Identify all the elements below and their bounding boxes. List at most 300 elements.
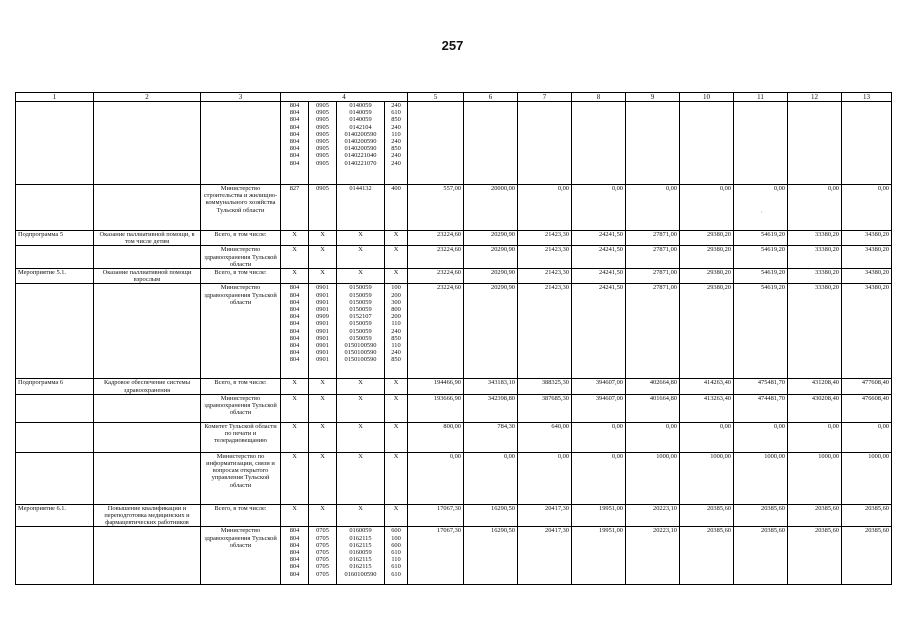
amount-cell-year-8: 24241,50 <box>572 231 626 246</box>
expense-type-cell <box>385 284 408 379</box>
row-executor-cell: Министерство здравоохранения Тульской области <box>201 527 281 585</box>
amount-cell-year-11: 54619,20 <box>734 231 788 246</box>
section-code-cell <box>309 284 337 379</box>
row-name-cell <box>94 284 201 379</box>
ministry-code-cell <box>281 231 309 246</box>
expense-type-cell <box>385 185 408 231</box>
amount-cell-year-13: 1000,00 <box>842 452 892 504</box>
code-line: 0901 <box>316 291 329 299</box>
amount-cell-year-8 <box>572 102 626 185</box>
column-header-3: 3 <box>201 93 281 102</box>
ministry-code-cell <box>281 394 309 422</box>
code-line: 0905 <box>316 123 329 131</box>
code-line: 804 <box>289 284 300 292</box>
code-line: 0150059 <box>349 298 372 306</box>
amount-cell-year-6: 16290,50 <box>464 527 518 585</box>
code-line: 0901 <box>316 356 329 364</box>
expense-type-cell <box>385 246 408 269</box>
amount-cell-year-12: 33380,20 <box>788 231 842 246</box>
amount-cell-year-10: 0,00 <box>680 185 734 231</box>
column-header-8: 8 <box>572 93 626 102</box>
code-line: 100 <box>391 534 401 542</box>
amount-cell-year-7: 0,00 <box>518 452 572 504</box>
code-line: X <box>393 452 399 460</box>
column-header-13: 13 <box>842 93 892 102</box>
target-article-cell <box>337 246 385 269</box>
code-line: 804 <box>289 341 300 349</box>
code-line: X <box>393 379 399 387</box>
amount-cell-year-7: 640,00 <box>518 422 572 452</box>
code-line: 804 <box>289 570 300 578</box>
code-line: 0140221070 <box>344 159 377 167</box>
row-code-cell <box>16 246 94 269</box>
code-line: 850 <box>391 356 401 364</box>
code-line: 804 <box>289 349 300 357</box>
code-line: X <box>358 504 363 512</box>
code-line: X <box>358 269 363 277</box>
code-line: X <box>320 422 325 430</box>
code-line: 804 <box>289 527 300 535</box>
code-line: 0901 <box>316 334 329 342</box>
table-row <box>16 185 892 231</box>
code-line: X <box>320 379 325 387</box>
code-line: 110 <box>391 130 401 138</box>
amount-cell-year-6: 343183,10 <box>464 379 518 394</box>
section-code-cell <box>309 394 337 422</box>
amount-cell-year-11 <box>734 102 788 185</box>
amount-cell-year-6: 16290,50 <box>464 504 518 527</box>
amount-cell-year-6: 20290,90 <box>464 231 518 246</box>
code-line: 804 <box>289 159 300 167</box>
amount-cell-year-12 <box>788 102 842 185</box>
amount-cell-year-7: 387685,30 <box>518 394 572 422</box>
row-executor-cell: Министерство по информатизации, связи и вопросам открытого управления Тульской области <box>201 452 281 504</box>
code-line: 0140059 <box>349 109 372 117</box>
target-article-cell <box>337 394 385 422</box>
target-article-cell <box>337 185 385 231</box>
code-line: 110 <box>391 341 401 349</box>
code-line: 610 <box>391 109 401 117</box>
amount-cell-year-6: 20000,00 <box>464 185 518 231</box>
ministry-code-cell <box>281 379 309 394</box>
code-line: 240 <box>391 102 401 109</box>
amount-cell-year-6: 20290,90 <box>464 246 518 269</box>
row-executor-cell: Комитет Тульской области по печати и телерадиовещанию <box>201 422 281 452</box>
section-code-cell <box>309 527 337 585</box>
code-line: 0150059 <box>349 320 372 328</box>
amount-cell-year-10: 29380,20 <box>680 231 734 246</box>
table-row <box>16 246 892 269</box>
code-line: 0144132 <box>349 185 372 192</box>
code-line: 110 <box>391 556 401 564</box>
code-line: 0705 <box>316 563 329 571</box>
row-name-cell: Оказание паллиативной помощи взрослым <box>94 269 201 284</box>
code-line: X <box>292 379 297 387</box>
code-line: 0901 <box>316 298 329 306</box>
row-name-cell <box>94 102 201 185</box>
row-name-cell <box>94 527 201 585</box>
amount-cell-year-8: 394607,00 <box>572 394 626 422</box>
code-line: 240 <box>391 327 401 335</box>
expense-type-cell <box>385 504 408 527</box>
code-line: 0152107 <box>349 313 372 321</box>
target-article-cell <box>337 452 385 504</box>
code-line: 0140059 <box>349 102 372 109</box>
code-line: 0901 <box>316 341 329 349</box>
ministry-code-cell <box>281 246 309 269</box>
table-row <box>16 231 892 246</box>
code-line: 600 <box>391 527 401 535</box>
code-line: 804 <box>289 109 300 117</box>
section-code-cell <box>309 102 337 185</box>
amount-cell-year-11: 0,00 <box>734 185 788 231</box>
expense-type-cell <box>385 394 408 422</box>
amount-cell-year-8: 394607,00 <box>572 379 626 394</box>
code-line: 0162115 <box>349 534 372 542</box>
code-line: 0140059 <box>349 116 372 124</box>
expense-type-cell <box>385 379 408 394</box>
code-line: 240 <box>391 152 401 160</box>
amount-cell-year-7: 0,00 <box>518 185 572 231</box>
amount-cell-year-9 <box>626 102 680 185</box>
code-line: 600 <box>391 541 401 549</box>
expense-type-cell <box>385 269 408 284</box>
amount-cell-year-9: 27871,00 <box>626 284 680 379</box>
amount-cell-year-10: 414263,40 <box>680 379 734 394</box>
amount-cell-year-8: 19951,00 <box>572 504 626 527</box>
table-body <box>16 93 892 585</box>
code-line: X <box>393 269 399 277</box>
code-line: 804 <box>289 549 300 556</box>
amount-cell-year-13: 34380,20 <box>842 246 892 269</box>
column-header-4: 4 <box>281 93 408 102</box>
code-line: X <box>393 394 399 402</box>
code-line: X <box>320 452 325 460</box>
expense-type-cell <box>385 527 408 585</box>
scan-mark: · <box>760 208 763 217</box>
amount-cell-year-9: 20223,10 <box>626 527 680 585</box>
ministry-code-cell <box>281 527 309 585</box>
amount-cell-year-6: 784,30 <box>464 422 518 452</box>
code-line: 0150059 <box>349 284 372 292</box>
amount-cell-year-9: 27871,00 <box>626 231 680 246</box>
amount-cell-year-11: 1000,00 <box>734 452 788 504</box>
amount-cell-year-5: 193666,90 <box>408 394 464 422</box>
target-article-cell <box>337 231 385 246</box>
table-row <box>16 269 892 284</box>
code-line: 0705 <box>316 549 329 556</box>
code-line: 0140200590 <box>344 145 377 153</box>
code-line: X <box>358 452 363 460</box>
code-line: 0150059 <box>349 305 372 313</box>
amount-cell-year-13: 0,00 <box>842 185 892 231</box>
column-header-11: 11 <box>734 93 788 102</box>
amount-cell-year-11: 54619,20 <box>734 284 788 379</box>
column-header-10: 10 <box>680 93 734 102</box>
ministry-code-cell <box>281 102 309 185</box>
amount-cell-year-5: 800,00 <box>408 422 464 452</box>
target-article-cell <box>337 269 385 284</box>
amount-cell-year-6: 20290,90 <box>464 269 518 284</box>
amount-cell-year-8: 24241,50 <box>572 246 626 269</box>
code-line: 0140221040 <box>344 152 377 160</box>
code-line: X <box>320 394 325 402</box>
code-line: 0160059 <box>349 549 372 556</box>
row-executor-cell: Всего, в том числе: <box>201 504 281 527</box>
amount-cell-year-5: 23224,60 <box>408 231 464 246</box>
code-line: 804 <box>289 145 300 153</box>
code-line: 0150059 <box>349 291 372 299</box>
code-line: X <box>393 422 399 430</box>
amount-cell-year-7: 21423,30 <box>518 231 572 246</box>
amount-cell-year-11: 20385,60 <box>734 527 788 585</box>
row-name-cell <box>94 246 201 269</box>
code-line: X <box>320 246 325 254</box>
amount-cell-year-13: 0,00 <box>842 422 892 452</box>
ministry-code-cell <box>281 284 309 379</box>
row-name-cell <box>94 422 201 452</box>
amount-cell-year-5: 17067,30 <box>408 527 464 585</box>
table-row <box>16 379 892 394</box>
code-line: 804 <box>289 327 300 335</box>
amount-cell-year-9: 0,00 <box>626 185 680 231</box>
code-line: 804 <box>289 534 300 542</box>
amount-cell-year-11: 54619,20 <box>734 269 788 284</box>
amount-cell-year-7: 21423,30 <box>518 284 572 379</box>
code-line: 240 <box>391 349 401 357</box>
code-line: 610 <box>391 570 401 578</box>
code-line: X <box>292 231 297 238</box>
target-article-cell <box>337 284 385 379</box>
row-executor-cell: Всего, в том числе: <box>201 231 281 246</box>
code-line: X <box>358 422 363 430</box>
code-line: X <box>358 394 363 402</box>
expense-type-cell <box>385 231 408 246</box>
amount-cell-year-12: 0,00 <box>788 422 842 452</box>
amount-cell-year-9: 401664,80 <box>626 394 680 422</box>
row-code-cell <box>16 394 94 422</box>
amount-cell-year-13: 477608,40 <box>842 379 892 394</box>
amount-cell-year-6: 20290,90 <box>464 284 518 379</box>
code-line: 850 <box>391 145 401 153</box>
amount-cell-year-10: 29380,20 <box>680 246 734 269</box>
row-executor-cell: Министерство здравоохранения Тульской области <box>201 246 281 269</box>
code-line: 0905 <box>316 152 329 160</box>
code-line: 0140200590 <box>344 130 377 138</box>
row-code-cell <box>16 452 94 504</box>
code-line: 804 <box>289 320 300 328</box>
amount-cell-year-9: 20223,10 <box>626 504 680 527</box>
column-header-2: 2 <box>94 93 201 102</box>
amount-cell-year-12: 0,00 <box>788 185 842 231</box>
section-code-cell <box>309 452 337 504</box>
amount-cell-year-10: 29380,20 <box>680 269 734 284</box>
expense-type-cell <box>385 422 408 452</box>
table-row <box>16 102 892 185</box>
target-article-cell <box>337 504 385 527</box>
code-line: 0705 <box>316 541 329 549</box>
column-header-6: 6 <box>464 93 518 102</box>
amount-cell-year-7: 21423,30 <box>518 269 572 284</box>
ministry-code-cell <box>281 452 309 504</box>
row-executor-cell: Всего, в том числе: <box>201 269 281 284</box>
code-line: 610 <box>391 563 401 571</box>
amount-cell-year-7: 388325,30 <box>518 379 572 394</box>
amount-cell-year-8: 24241,50 <box>572 284 626 379</box>
code-line: X <box>292 269 297 277</box>
code-line: 804 <box>289 356 300 364</box>
code-line: 0901 <box>316 349 329 357</box>
code-line: 804 <box>289 116 300 124</box>
code-line: 400 <box>391 185 401 192</box>
code-line: 0705 <box>316 534 329 542</box>
amount-cell-year-7: 20417,30 <box>518 527 572 585</box>
code-line: 0150100590 <box>344 356 377 364</box>
row-executor-cell: Министерство здравоохранения Тульской области <box>201 394 281 422</box>
code-line: 0901 <box>316 327 329 335</box>
code-line: X <box>292 394 297 402</box>
amount-cell-year-10: 0,00 <box>680 422 734 452</box>
amount-cell-year-8: 0,00 <box>572 185 626 231</box>
code-line: 240 <box>391 159 401 167</box>
ministry-code-cell <box>281 504 309 527</box>
code-line: 200 <box>391 313 401 321</box>
amount-cell-year-8: 24241,50 <box>572 269 626 284</box>
page-number: 257 <box>441 38 464 53</box>
code-line: 827 <box>289 185 300 192</box>
amount-cell-year-8: 0,00 <box>572 452 626 504</box>
row-code-cell <box>16 185 94 231</box>
code-line: 804 <box>289 313 300 321</box>
code-line: 0909 <box>316 313 329 321</box>
ministry-code-cell <box>281 185 309 231</box>
row-code-cell: Подпрограмма 6 <box>16 379 94 394</box>
amount-cell-year-8: 0,00 <box>572 422 626 452</box>
code-line: 0160059 <box>349 527 372 535</box>
amount-cell-year-13: 476608,40 <box>842 394 892 422</box>
target-article-cell <box>337 422 385 452</box>
code-line: 804 <box>289 123 300 131</box>
code-line: X <box>393 246 399 254</box>
code-line: 850 <box>391 334 401 342</box>
row-executor-cell <box>201 102 281 185</box>
code-line: 804 <box>289 556 300 564</box>
amount-cell-year-5: 23224,60 <box>408 246 464 269</box>
code-line: X <box>320 269 325 277</box>
amount-cell-year-11: 474481,70 <box>734 394 788 422</box>
code-line: 804 <box>289 152 300 160</box>
row-code-cell <box>16 102 94 185</box>
code-line: 100 <box>391 284 401 292</box>
target-article-cell <box>337 379 385 394</box>
code-line: X <box>358 231 363 238</box>
amount-cell-year-6: 0,00 <box>464 452 518 504</box>
code-line: 0162115 <box>349 556 372 564</box>
code-line: 0150100590 <box>344 341 377 349</box>
amount-cell-year-13: 20385,60 <box>842 527 892 585</box>
code-line: 110 <box>391 320 401 328</box>
table-row <box>16 284 892 379</box>
code-line: X <box>292 452 297 460</box>
code-line: 610 <box>391 549 401 556</box>
amount-cell-year-12: 33380,20 <box>788 284 842 379</box>
row-name-cell: Оказание паллиативной помощи, в том числе детям <box>94 231 201 246</box>
section-code-cell <box>309 185 337 231</box>
code-line: 0901 <box>316 284 329 292</box>
amount-cell-year-6: 342398,80 <box>464 394 518 422</box>
code-line: 850 <box>391 116 401 124</box>
row-name-cell: Кадровое обеспечение системы здравоохранения <box>94 379 201 394</box>
ministry-code-cell <box>281 269 309 284</box>
amount-cell-year-11: 20385,60 <box>734 504 788 527</box>
code-line: 0905 <box>316 185 329 192</box>
code-line: 0142104 <box>349 123 372 131</box>
code-line: 0905 <box>316 137 329 145</box>
amount-cell-year-5: 23224,60 <box>408 269 464 284</box>
amount-cell-year-12: 431208,40 <box>788 379 842 394</box>
code-line: 0162115 <box>349 563 372 571</box>
row-executor-cell: Всего, в том числе: <box>201 379 281 394</box>
code-line: X <box>292 504 297 512</box>
code-line: 804 <box>289 291 300 299</box>
code-line: 0150059 <box>349 327 372 335</box>
code-line: X <box>292 422 297 430</box>
code-line: 804 <box>289 130 300 138</box>
target-article-cell <box>337 102 385 185</box>
amount-cell-year-5: 17067,30 <box>408 504 464 527</box>
row-name-cell <box>94 452 201 504</box>
code-line: 804 <box>289 541 300 549</box>
code-line: 804 <box>289 563 300 571</box>
expense-type-cell <box>385 102 408 185</box>
code-line: X <box>292 246 297 254</box>
row-code-cell: Мероприятие 6.1. <box>16 504 94 527</box>
code-line: 0905 <box>316 116 329 124</box>
amount-cell-year-13: 34380,20 <box>842 284 892 379</box>
amount-cell-year-9: 27871,00 <box>626 246 680 269</box>
code-line: X <box>320 504 325 512</box>
amount-cell-year-12: 33380,20 <box>788 246 842 269</box>
row-code-cell: Подпрограмма 5 <box>16 231 94 246</box>
code-line: X <box>393 231 399 238</box>
code-line: 0905 <box>316 159 329 167</box>
row-code-cell <box>16 284 94 379</box>
code-line: 0162115 <box>349 541 372 549</box>
target-article-cell <box>337 527 385 585</box>
amount-cell-year-10: 1000,00 <box>680 452 734 504</box>
table-row <box>16 504 892 527</box>
code-line: 0905 <box>316 109 329 117</box>
code-line: 0905 <box>316 145 329 153</box>
amount-cell-year-12: 1000,00 <box>788 452 842 504</box>
column-header-1: 1 <box>16 93 94 102</box>
row-name-cell <box>94 394 201 422</box>
ministry-code-cell <box>281 422 309 452</box>
amount-cell-year-5: 194466,90 <box>408 379 464 394</box>
amount-cell-year-10: 20385,60 <box>680 504 734 527</box>
amount-cell-year-5: 557,00 <box>408 185 464 231</box>
code-line: 0901 <box>316 320 329 328</box>
amount-cell-year-12: 20385,60 <box>788 504 842 527</box>
code-line: 0905 <box>316 130 329 138</box>
section-code-cell <box>309 422 337 452</box>
amount-cell-year-10 <box>680 102 734 185</box>
amount-cell-year-9: 0,00 <box>626 422 680 452</box>
amount-cell-year-7: 20417,30 <box>518 504 572 527</box>
row-executor-cell: Министерство строительства и жилищно-коммунального хозяйства Тульской области <box>201 185 281 231</box>
section-code-cell <box>309 504 337 527</box>
code-line: 804 <box>289 334 300 342</box>
